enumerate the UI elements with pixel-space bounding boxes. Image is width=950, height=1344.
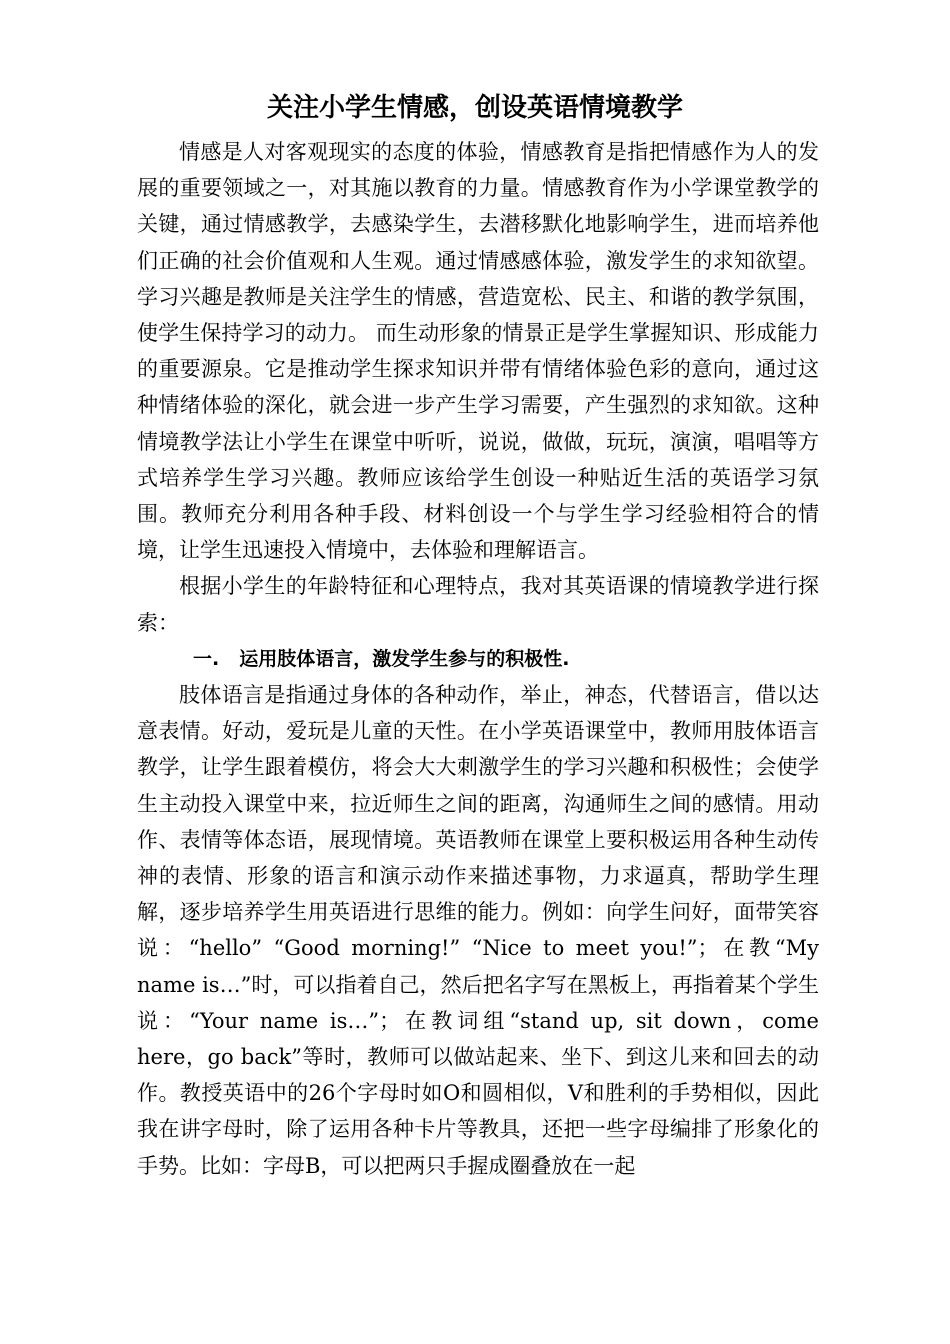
document-body — [137, 134, 819, 1184]
section-heading-text: 运用肢体语言，激发学生参与的积极性. — [239, 647, 570, 670]
section-number: 一. — [193, 647, 220, 670]
exploration-paragraph: 根据小学生的年龄特征和心理特点，我对其英语课的情境教学进行探索： — [137, 574, 819, 635]
section-paragraph: 肢体语言是指通过身体的各种动作，举止，神态，代替语言，借以达意表情。好动，爱玩是儿童的天性。在小学英语课堂中，教师用肢体语言教学，让学生跟着模仿，将会大大刺激学生的学习兴趣和积极性；会使学生主动投入课堂中来，拉近师生之间的距离，沟通师生之间的感情。用动作、表情等体态语，展现情境。英语教师在课堂上要积极运用各种生动传神的表情、形象的语言和演示动作来描述事物，力求逼真，帮助学生理解，逐步培养学生用英语进行思维的能力。例如：向学生问好，面带笑容说：“hello” “Good morning!” “Nice to meet you!”；在教“My name is…”时，可以指着自己，然后把名字写在黑板上，再指着某个学生说：“Your name is…”；在教词组“stand up, sit down，come here，go back”等时，教师可以做站起来、坐下、到这儿来和回去的动作。教授英语中的26个字母时如O和圆相似，V和胜利的手势相似，因此我在讲字母时，除了运用各种卡片等教具，还把一些字母编排了形象化的手势。比如：字母B，可以把两只手握成圈叠放在一起 — [137, 683, 819, 1178]
section-heading — [137, 641, 819, 677]
document-title: 关注小学生情感，创设英语情境教学 — [266, 93, 683, 123]
intro-paragraph: 情感是人对客观现实的态度的体验，情感教育是指把情感作为人的发展的重要领域之一，对其施以教育的力量。情感教育作为小学课堂教学的关键，通过情感教学，去感染学生，去潜移默化地影响学生，进而培养他们正确的社会价值观和人生观。通过情感感体验，激发学生的求知欲望。学习兴趣是教师是关注学生的情感，营造宽松、民主、和谐的教学氛围，使学生保持学习的动力。 而生动形象的情景正是学生掌握知识、形成能力的重要源泉。它是推动学生探求知识并带有情绪体验色彩的意向，通过这种情绪体验的深化，就会进一步产生学习需要，产生强烈的求知欲。这种情境教学法让小学生在课堂中听听，说说，做做，玩玩，演演，唱唱等方式培养学生学习兴趣。教师应该给学生创设一种贴近生活的英语学习氛围。教师充分利用各种手段、材料创设一个与学生学习经验相符合的情境，让学生迅速投入情境中，去体验和理解语言。 — [137, 140, 819, 563]
